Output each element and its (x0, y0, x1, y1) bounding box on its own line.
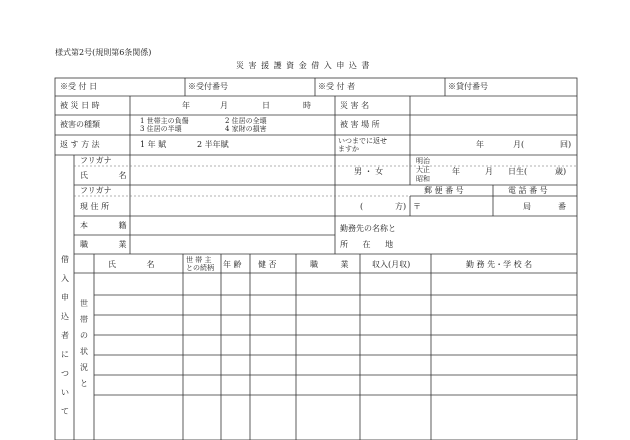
disaster-date-label: 被 災 日 時 (60, 101, 100, 110)
repayment-month: 月( (513, 140, 525, 149)
col-workplace: 勤 務 先・学 校 名 (466, 260, 533, 269)
furigana-label: フリガナ (80, 156, 112, 165)
applicant-side-label: 借 入 申 込 者 に つ い て (61, 255, 69, 416)
damage-option-3: 3 住居の半壊 (140, 125, 182, 133)
loan-number-label: ※貸付番号 (448, 82, 488, 91)
furigana2-label: フリガナ (80, 186, 112, 195)
damage-option-2: 2 住居の全壊 (225, 117, 267, 125)
postal-mark: 〒 (413, 202, 421, 211)
postal-code-label: 郵 便 番 号 (424, 186, 464, 195)
repayment-when-label-1: いつまでに返せ (338, 137, 387, 145)
birth-day: 日生( (508, 167, 528, 176)
domicile-label: 本 籍 (80, 221, 141, 230)
form-title: 災 害 援 護 資 金 借 入 申 込 書 (236, 61, 371, 70)
repayment-times: 回) (560, 140, 572, 149)
birth-month: 月 (485, 167, 493, 176)
workplace-label-2: 所 在 地 (340, 240, 400, 249)
era-meiji: 明治 (416, 157, 430, 165)
disaster-day: 日 (262, 101, 270, 110)
col-name: 氏 名 (108, 260, 169, 269)
address-paren-close: 方) (395, 202, 407, 211)
form-number: 様式第2号(規則第6条関係) (55, 48, 152, 57)
damage-type-label: 被害の種類 (60, 120, 100, 129)
col-health: 健 否 (258, 260, 277, 269)
disaster-year: 年 (182, 101, 190, 110)
disaster-name-label: 災 害 名 (340, 101, 370, 110)
repayment-year: 年 (476, 140, 484, 149)
era-showa: 昭和 (416, 175, 430, 183)
occupation-label: 職 業 (80, 240, 141, 249)
repayment-when-label-2: ますか (338, 145, 359, 153)
receiver-label: ※受 付 者 (318, 82, 356, 91)
damage-location-label: 被 害 場 所 (340, 120, 380, 129)
address-label: 現 住 所 (80, 202, 110, 211)
address-paren-open: ( (360, 202, 364, 211)
phone-exchange: 局 (523, 202, 531, 211)
col-income: 収入(月収) (372, 260, 411, 269)
received-number-label: ※受付番号 (188, 82, 228, 91)
gender-choice: 男 ・ 女 (354, 167, 384, 176)
disaster-hour: 時 (303, 101, 311, 110)
household-side-label: 世 帯 の 状 況 と (80, 299, 88, 388)
phone-label: 電 話 番 号 (508, 186, 548, 195)
disaster-month: 月 (220, 101, 228, 110)
age-suffix: 歳) (555, 167, 567, 176)
era-taisho: 大正 (416, 166, 430, 174)
repayment-method-label: 返 す 方 法 (60, 140, 100, 149)
repayment-option-annual: 1 年 賦 (140, 140, 167, 149)
col-age: 年 齢 (223, 260, 242, 269)
damage-option-1: 1 世帯主の負傷 (140, 117, 189, 125)
birth-year: 年 (452, 167, 460, 176)
phone-number-suffix: 番 (558, 202, 566, 211)
damage-option-4: 4 家財の損害 (225, 125, 267, 133)
repayment-option-semiannual: 2 半年賦 (197, 140, 229, 149)
workplace-label-1: 勤務先の名称と (340, 224, 396, 233)
col-occupation: 職 業 (310, 260, 359, 269)
name-label: 氏 名 (80, 171, 141, 180)
col-relation-2: との続柄 (186, 264, 214, 272)
received-date-label: ※受 付 日 (60, 82, 98, 91)
col-relation-1: 世 帯 主 (186, 256, 212, 264)
